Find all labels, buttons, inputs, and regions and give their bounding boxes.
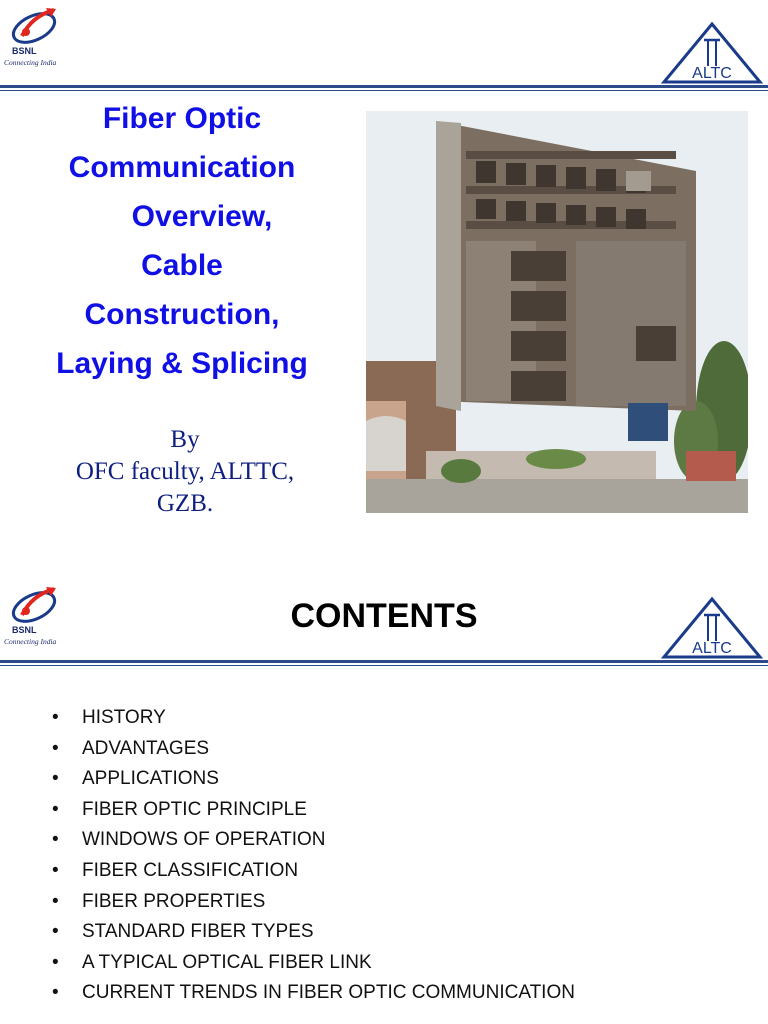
byline [40, 424, 330, 520]
building-photo [366, 111, 748, 513]
title-line-6: Laying & Splicing [56, 347, 308, 380]
bullet: • [52, 707, 59, 728]
list-item [52, 856, 575, 887]
list-item [52, 978, 575, 1009]
list-item-label: A TYPICAL OPTICAL FIBER LINK [82, 951, 372, 973]
bsnl-swoosh-icon [2, 6, 68, 46]
list-item [52, 795, 575, 826]
contents-list [52, 703, 575, 1009]
header-rule [0, 85, 768, 88]
title-line-4: Cable [141, 249, 223, 282]
list-item [52, 917, 575, 948]
altc-logo-text: ALTC [692, 65, 732, 82]
bsnl-tagline: Connecting India [4, 58, 57, 67]
bullet: • [52, 768, 59, 790]
list-item [52, 825, 575, 856]
list-item-label: HISTORY [82, 707, 166, 728]
altc-logo [660, 597, 764, 659]
list-item-label: FIBER PROPERTIES [82, 890, 266, 912]
contents-title: CONTENTS [290, 597, 478, 635]
bullet: • [52, 859, 59, 881]
list-item [52, 703, 575, 734]
header-rule-thin [0, 665, 768, 666]
bsnl-tagline: Connecting India [4, 637, 57, 646]
bullet: • [52, 737, 59, 759]
list-item [52, 948, 575, 979]
bullet: • [52, 798, 59, 820]
list-item [52, 764, 575, 795]
list-item-label: FIBER CLASSIFICATION [82, 859, 299, 881]
byline-location: GZB. [156, 490, 214, 517]
bullet: • [52, 982, 59, 1004]
altc-logo-text: ALTC [692, 640, 732, 657]
list-item [52, 734, 575, 765]
byline-by: By [170, 426, 200, 453]
header-rule [0, 660, 768, 663]
contents-slide [0, 575, 768, 1024]
bullet: • [52, 890, 59, 912]
list-item-label: ADVANTAGES [82, 737, 210, 759]
list-item-label: WINDOWS OF OPERATION [82, 829, 326, 851]
bsnl-logo [2, 6, 68, 70]
list-item [52, 887, 575, 918]
list-item-label: FIBER OPTIC PRINCIPLE [82, 798, 307, 820]
bsnl-brand: BSNL [12, 625, 37, 635]
bullet: • [52, 951, 59, 973]
slide-title [22, 100, 342, 394]
list-item-label: STANDARD FIBER TYPES [82, 921, 314, 943]
list-item-label: APPLICATIONS [82, 768, 219, 790]
title-line-1: Fiber Optic [102, 102, 262, 135]
bsnl-brand: BSNL [12, 46, 37, 56]
header-rule-thin [0, 90, 768, 91]
byline-faculty: OFC faculty, ALTTC, [75, 458, 295, 485]
bullet: • [52, 921, 59, 943]
bullet: • [52, 829, 59, 851]
title-line-5: Construction, [84, 298, 280, 331]
title-line-2: Communication [68, 151, 296, 184]
list-item-label: CURRENT TRENDS IN FIBER OPTIC COMMUNICATION [82, 982, 575, 1004]
altc-logo [660, 22, 764, 84]
title-line-3: Overview, [131, 200, 273, 233]
